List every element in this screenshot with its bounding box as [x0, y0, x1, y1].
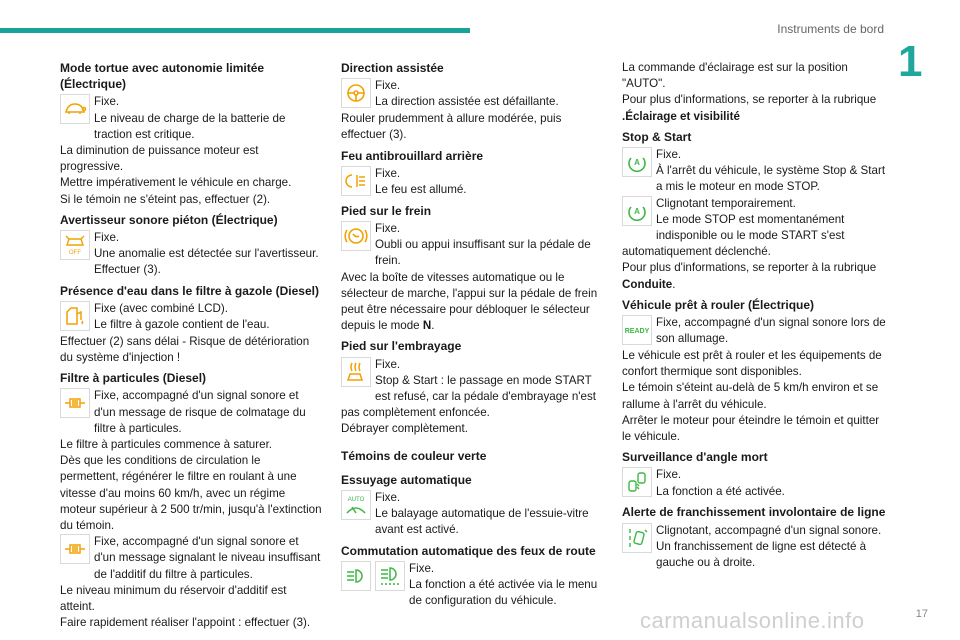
- section-stop-start: [622, 129, 887, 293]
- ready-icon: [622, 315, 652, 345]
- entry-state: Fixe.: [94, 95, 120, 109]
- indicator-entry: [622, 196, 887, 261]
- entry-text: Le filtre à gazole contient de l'eau.: [94, 318, 270, 332]
- auto-high-beam-icon-alt: [375, 561, 405, 591]
- watermark: carmanualsonline.info: [640, 608, 865, 633]
- blind-spot-icon: [622, 467, 652, 497]
- entry-state: Fixe.: [375, 491, 401, 505]
- section-foot-on-brake: [341, 203, 603, 335]
- text-bold: Conduite: [622, 277, 673, 291]
- paragraph: La commande d'éclairage est sur la position "AUTO".: [622, 61, 848, 91]
- section-title: Filtre à particules (Diesel): [60, 371, 207, 386]
- page-number: 17: [915, 608, 928, 620]
- svg-text:A: A: [634, 158, 640, 168]
- section-title: Véhicule prêt à rouler (Électrique): [622, 297, 815, 312]
- entry-state: Fixe.: [409, 561, 435, 575]
- section-title: Direction assistée: [341, 61, 444, 75]
- section-title: Stop & Start: [622, 129, 692, 144]
- paragraph: Faire rapidement réaliser l'appoint : effectuer (3).: [60, 616, 311, 630]
- section-power-steering: [341, 60, 603, 144]
- section-title: Pied sur le frein: [341, 203, 432, 218]
- entry-text: Le niveau de charge de la batterie de traction est critique.: [94, 111, 286, 141]
- section-particle-filter: [60, 370, 322, 631]
- indicator-entry: [622, 147, 887, 196]
- entry-text: À l'arrêt du véhicule, le système Stop & Start a mis le moteur en mode STOP.: [656, 164, 886, 194]
- entry-text: La fonction a été activée via le menu de configuration du véhicule.: [409, 578, 598, 608]
- section-foot-on-clutch: [341, 338, 603, 437]
- section-title: Commutation automatique des feux de route: [341, 543, 596, 558]
- entry-text: Une anomalie est détectée sur l'avertisseur. Effectuer (3).: [94, 247, 319, 277]
- section-auto-wipe: [341, 472, 603, 539]
- section-pedestrian-alert: [60, 212, 322, 279]
- entry-state: Fixe (avec combiné LCD).: [94, 301, 229, 315]
- paragraph: Pour plus d'informations, se reporter à la rubrique: [622, 93, 877, 107]
- indicator-entry: [341, 490, 603, 539]
- cross-reference: [622, 277, 887, 293]
- indicator-entry: [341, 221, 603, 270]
- cross-reference: .Éclairage et visibilité: [622, 109, 740, 123]
- section-title-green-lights: Témoins de couleur verte: [341, 448, 487, 463]
- entry-text: Le mode STOP est momentanément indisponible ou le mode START s'est automatiquement déclenché.: [622, 212, 845, 259]
- particle-filter-icon: [60, 388, 90, 418]
- section-title: Avertisseur sonore piéton (Électrique): [60, 212, 278, 227]
- paragraph: La diminution de puissance moteur est progressive.: [60, 144, 259, 174]
- section-title: Essuyage automatique: [341, 472, 472, 487]
- stop-start-blink-icon: [622, 196, 652, 226]
- foot-on-brake-icon: [341, 221, 371, 251]
- paragraph: Arrêter le moteur pour éteindre le témoin et quitter le véhicule.: [622, 413, 880, 444]
- paragraph: Le témoin s'éteint au-delà de 5 km/h environ et se rallume à l'arrêt du véhicule.: [622, 381, 879, 411]
- section-rear-fog: [341, 148, 603, 199]
- indicator-entry: [622, 467, 887, 500]
- paragraph: Débrayer complètement.: [341, 422, 468, 436]
- header-accent-bar: [0, 28, 470, 33]
- auto-wipe-icon: [341, 490, 371, 520]
- stop-start-icon: [622, 147, 652, 177]
- section-title: Présence d'eau dans le filtre à gazole (Diesel): [60, 283, 319, 298]
- paragraph: Le niveau minimum du réservoir d'additif est atteint.: [60, 583, 287, 614]
- indicator-entry: [60, 230, 322, 279]
- section-auto-high-beam: [341, 543, 603, 610]
- section-blind-spot: [622, 449, 887, 500]
- paragraph: Mettre impérativement le véhicule en charge.: [60, 176, 292, 190]
- section-water-in-fuel: [60, 283, 322, 367]
- entry-text: Fixe, accompagné d'un signal sonore lors de son allumage.: [656, 316, 886, 346]
- indicator-entry: [60, 388, 322, 437]
- water-in-fuel-icon: [60, 301, 90, 331]
- paragraph: Dès que les conditions de circulation le permettent, régénérer le filtre en roulant à une vitesse d'au moins 60 km/h, avec un régime moteur supérieur à 2 500 tr/min, jusqu'à l'extinction du témoin.: [60, 454, 322, 533]
- icon-ready-label: READY: [625, 328, 649, 336]
- section-title: Alerte de franchissement involontaire de ligne: [622, 505, 886, 520]
- indicator-entry: [60, 534, 322, 583]
- paragraph: [341, 270, 603, 335]
- section-turtle-mode: [60, 60, 322, 208]
- section-title: Feu antibrouillard arrière: [341, 148, 484, 163]
- entry-text: Un franchissement de ligne est détecté à gauche ou à droite.: [656, 539, 867, 570]
- entry-state: Fixe.: [94, 231, 120, 245]
- foot-on-clutch-icon: [341, 357, 371, 387]
- entry-text: Fixe, accompagné d'un signal sonore et d'un message de risque de colmatage du filtre à particules.: [94, 389, 306, 435]
- paragraph: Le filtre à particules commence à saturer.: [60, 438, 273, 452]
- entry-text: Fixe, accompagné d'un signal sonore et d'un message signalant le niveau insuffisant de l'additif du filtre à particules.: [94, 535, 321, 581]
- svg-text:A: A: [634, 206, 640, 216]
- indicator-entry: [622, 315, 887, 348]
- auto-high-beam-icon: [341, 561, 371, 591]
- indicator-entry: [341, 357, 603, 422]
- entry-text: Le feu est allumé.: [375, 183, 467, 197]
- chapter-number: 1: [898, 37, 923, 86]
- paragraph: Si le témoin ne s'éteint pas, effectuer (2).: [60, 192, 271, 206]
- entry-state: Clignotant temporairement.: [656, 196, 796, 210]
- text-run: Avec la boîte de vitesses automatique ou le sélecteur de marche, l'appui sur la pédale de frein peut être nécessaire pour débloquer le sélecteur depuis le mode: [341, 270, 598, 333]
- entry-state: Fixe.: [375, 357, 401, 371]
- power-steering-icon: [341, 78, 371, 108]
- particle-filter-additive-icon: [60, 534, 90, 564]
- entry-state: Clignotant, accompagné d'un signal sonore.: [656, 523, 882, 537]
- entry-state: Fixe.: [656, 148, 682, 162]
- section-title: Mode tortue avec autonomie limitée (Électrique): [60, 61, 265, 92]
- icon-auto-label: AUTO: [347, 497, 365, 504]
- column-3: [622, 60, 887, 575]
- entry-text: Stop & Start : le passage en mode START est refusé, car la pédale d'embrayage n'est pas complètement enfoncée.: [341, 373, 596, 420]
- indicator-entry: [60, 301, 322, 334]
- section-ready: [622, 297, 887, 445]
- entry-text: Le balayage automatique de l'essuie-vitre avant est activé.: [375, 507, 589, 537]
- section-lane-departure: [622, 504, 887, 571]
- column-2: [341, 60, 603, 613]
- lane-departure-icon: [622, 523, 652, 553]
- pedestrian-alert-off-icon: [60, 230, 90, 260]
- paragraph: Rouler prudemment à allure modérée, puis effectuer (3).: [341, 112, 562, 142]
- rear-fog-lamp-icon: [341, 166, 371, 196]
- indicator-entry: [341, 78, 603, 111]
- turtle-icon: [60, 94, 90, 124]
- indicator-entry: [341, 561, 603, 610]
- entry-state: Fixe.: [375, 222, 401, 236]
- indicator-entry: [622, 523, 887, 572]
- entry-text: La direction assistée est défaillante.: [375, 95, 559, 109]
- column-1: [60, 60, 322, 636]
- section-title: Surveillance d'angle mort: [622, 450, 768, 465]
- indicator-entry: [341, 166, 603, 199]
- text-run: .: [672, 277, 676, 291]
- paragraph: Pour plus d'informations, se reporter à la rubrique: [622, 261, 877, 275]
- entry-text: La fonction a été activée.: [656, 484, 785, 498]
- icon-off-label: OFF: [69, 250, 81, 257]
- paragraph: Le véhicule est prêt à rouler et les équipements de confort thermique sont disponibles.: [622, 349, 882, 379]
- entry-state: Fixe.: [375, 166, 401, 180]
- indicator-entry: [60, 94, 322, 143]
- section-title: Pied sur l'embrayage: [341, 339, 462, 354]
- entry-state: Fixe.: [375, 79, 401, 93]
- header-title: Instruments de bord: [777, 22, 884, 36]
- entry-state: Fixe.: [656, 468, 682, 482]
- text-run: .: [431, 319, 435, 333]
- text-bold: N: [422, 319, 432, 333]
- paragraph: Effectuer (2) sans délai - Risque de détérioration du système d'injection !: [60, 334, 310, 365]
- entry-text: Oubli ou appui insuffisant sur la pédale de frein.: [375, 238, 591, 268]
